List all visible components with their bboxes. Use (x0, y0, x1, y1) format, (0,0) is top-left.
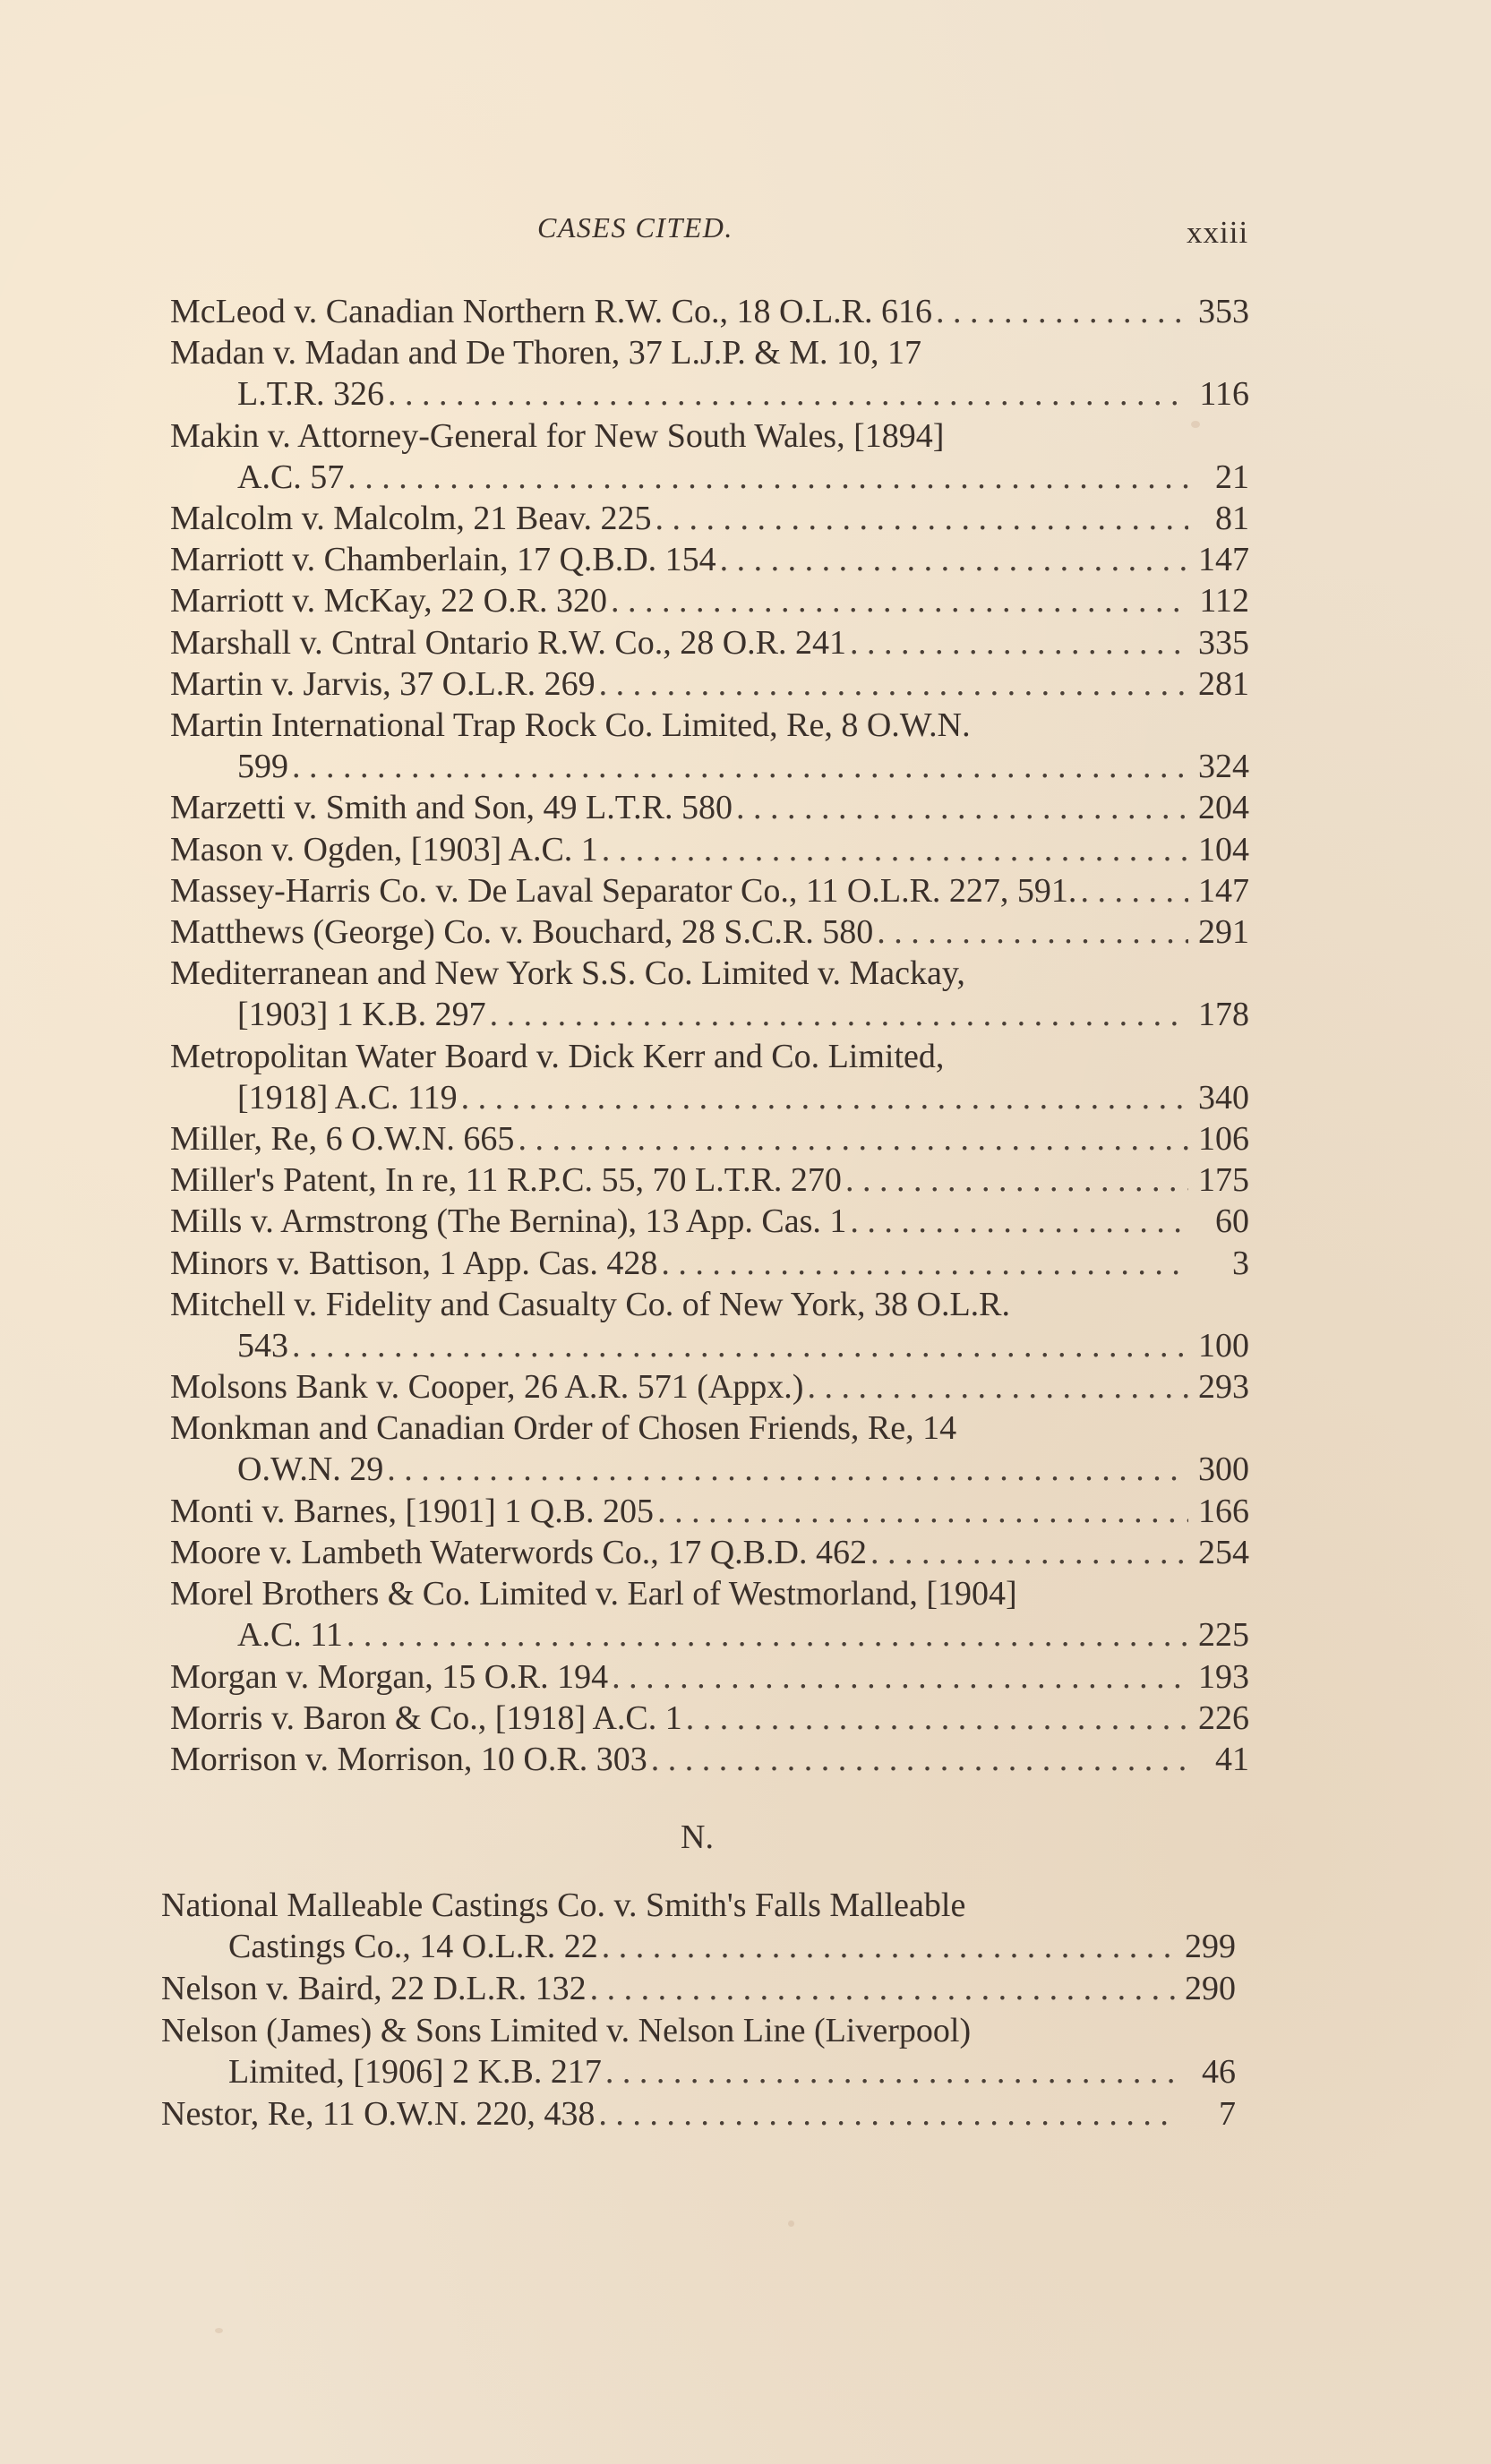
case-name-text: Mitchell v. Fidelity and Casualty Co. of New York, 38 O.L.R. (170, 1285, 1010, 1323)
page-reference: 3 (1232, 1244, 1249, 1282)
dot-leader (612, 1656, 1188, 1698)
dot-leader (599, 663, 1188, 705)
page-reference: 281 (1198, 664, 1249, 703)
case-citation-line (170, 539, 1249, 580)
case-citation-line (170, 1325, 1249, 1366)
page-reference: 291 (1198, 913, 1249, 951)
case-entry (170, 1243, 1249, 1284)
case-citation-line (170, 1449, 1249, 1490)
case-citation-line (170, 911, 1249, 953)
page-reference: 104 (1198, 830, 1249, 868)
page-reference: 106 (1198, 1120, 1249, 1158)
case-citation-line (170, 1532, 1249, 1573)
case-citation-text: Marzetti v. Smith and Son, 49 L.T.R. 580 (170, 789, 733, 827)
page-reference: 81 (1215, 500, 1249, 537)
case-citation-text: Matthews (George) Co. v. Bouchard, 28 S.C.R. 580 (170, 913, 874, 951)
case-entry (170, 1407, 1249, 1490)
page-reference: 226 (1198, 1698, 1249, 1737)
case-citation-line (170, 580, 1249, 621)
case-entry (170, 580, 1249, 621)
case-entry (170, 1036, 1249, 1118)
page-reference: 147 (1198, 541, 1249, 579)
case-name-line (170, 415, 1249, 457)
case-entry (170, 1118, 1249, 1159)
case-name-text: Monkman and Canadian Order of Chosen Friends, Re, 14 (170, 1409, 957, 1448)
case-entry (170, 663, 1249, 705)
dot-leader (461, 1077, 1188, 1118)
dot-leader (850, 1201, 1188, 1242)
case-citation-line (170, 291, 1249, 332)
case-entry (170, 705, 1249, 787)
case-entry (161, 2093, 1236, 2135)
case-entry (170, 332, 1249, 415)
page-reference: 166 (1198, 1492, 1249, 1530)
case-citation-line (170, 457, 1249, 498)
case-citation-text: Nestor, Re, 11 O.W.N. 220, 438 (161, 2094, 596, 2133)
case-entry (170, 539, 1249, 580)
case-entry (170, 1573, 1249, 1656)
case-name-line (170, 705, 1249, 746)
case-name-line (170, 953, 1249, 994)
dot-leader (292, 1325, 1188, 1366)
case-entry (170, 1284, 1249, 1366)
dot-leader (605, 2051, 1175, 2092)
case-entry (161, 1968, 1236, 2009)
case-citation-text: Nelson v. Baird, 22 D.L.R. 132 (161, 1970, 587, 2007)
dot-leader (347, 457, 1188, 498)
case-entry (170, 1159, 1249, 1201)
case-citation-text: A.C. 11 (237, 1616, 343, 1655)
page-reference: 225 (1198, 1616, 1249, 1655)
dot-leader (936, 291, 1188, 332)
dot-leader (686, 1698, 1188, 1739)
case-entry (161, 1885, 1236, 1967)
case-name-line (170, 1284, 1249, 1325)
dot-leader (347, 1614, 1188, 1656)
case-entry (170, 622, 1249, 663)
section-heading-n: N. (681, 1818, 714, 1856)
page-reference: 100 (1198, 1326, 1249, 1365)
page-reference: 335 (1198, 623, 1249, 662)
case-citation-text: Marriott v. McKay, 22 O.R. 320 (170, 582, 607, 620)
case-entry (170, 1739, 1249, 1780)
case-name-line (170, 332, 1249, 373)
case-citation-text: A.C. 57 (237, 458, 345, 496)
dot-leader (850, 622, 1188, 663)
case-citation-line (161, 2051, 1236, 2092)
case-citation-line (170, 829, 1249, 870)
case-name-text: Nelson (James) & Sons Limited v. Nelson Line (Liverpool) (161, 2011, 972, 2049)
case-name-text: Metropolitan Water Board v. Dick Kerr and Co. Limited, (170, 1037, 945, 1075)
page-reference: 147 (1198, 871, 1249, 910)
case-citation-text: Marshall v. Cntral Ontario R.W. Co., 28 O.R. 241 (170, 623, 847, 662)
page-reference: 7 (1219, 2094, 1236, 2133)
case-citation-line (170, 498, 1249, 539)
case-name-line (161, 2010, 1236, 2051)
page-reference: 290 (1185, 1970, 1236, 2007)
case-citation-line (170, 1201, 1249, 1242)
page-reference: 21 (1215, 458, 1249, 496)
dot-leader (877, 911, 1188, 953)
dot-leader (518, 1118, 1188, 1159)
case-citation-line (170, 1366, 1249, 1407)
dot-leader (590, 1968, 1175, 2009)
page-reference: 353 (1198, 293, 1249, 330)
case-citation-text: Monti v. Barnes, [1901] 1 Q.B. 205 (170, 1492, 655, 1530)
dot-leader (490, 994, 1188, 1035)
dot-leader (656, 498, 1188, 539)
case-citation-line (161, 1926, 1236, 1967)
page-reference: 41 (1215, 1741, 1249, 1778)
dot-leader (657, 1491, 1188, 1532)
case-citation-text: Martin v. Jarvis, 37 O.L.R. 269 (170, 664, 596, 703)
page-reference: 178 (1198, 996, 1249, 1034)
case-citation-text: Morrison v. Morrison, 10 O.R. 303 (170, 1741, 647, 1778)
case-citation-text: Marriott v. Chamberlain, 17 Q.B.D. 154 (170, 541, 716, 579)
case-name-text: Morel Brothers & Co. Limited v. Earl of Westmorland, [1904] (170, 1575, 1017, 1613)
page-reference: 324 (1198, 748, 1249, 785)
case-entry (170, 1532, 1249, 1573)
case-citation-line (170, 1118, 1249, 1159)
page-reference: 193 (1198, 1657, 1249, 1696)
case-entry (170, 498, 1249, 539)
case-citation-line (170, 1698, 1249, 1739)
paper-speck (215, 2328, 223, 2333)
dot-leader (1080, 870, 1188, 911)
case-citation-text: [1903] 1 K.B. 297 (237, 996, 486, 1034)
case-citation-text: Moore v. Lambeth Waterwords Co., 17 Q.B.D. 462 (170, 1534, 867, 1571)
case-name-text: National Malleable Castings Co. v. Smith's Falls Malleable (161, 1886, 966, 1924)
case-citation-text: Miller's Patent, In re, 11 R.P.C. 55, 70 L.T.R. 270 (170, 1161, 842, 1200)
case-citation-text: Minors v. Battison, 1 App. Cas. 428 (170, 1244, 658, 1282)
case-citation-text: Malcolm v. Malcolm, 21 Beav. 225 (170, 500, 652, 537)
case-citation-line (170, 746, 1249, 787)
case-citation-line (170, 373, 1249, 415)
page-reference: 60 (1215, 1202, 1249, 1241)
case-entry (170, 829, 1249, 870)
case-citation-text: Limited, [1906] 2 K.B. 217 (228, 2052, 602, 2091)
page-reference: 175 (1198, 1161, 1249, 1200)
dot-leader (292, 746, 1188, 787)
case-entry (170, 953, 1249, 1035)
case-name-text: Mediterranean and New York S.S. Co. Limited v. Mackay, (170, 954, 965, 993)
case-name-text: Martin International Trap Rock Co. Limited, Re, 8 O.W.N. (170, 706, 971, 744)
dot-leader (651, 1739, 1188, 1780)
case-citation-text: Castings Co., 14 O.L.R. 22 (228, 1928, 598, 1965)
case-citation-text: Massey-Harris Co. v. De Laval Separator Co., 11 O.L.R. 227, 591. (170, 871, 1077, 910)
dot-leader (388, 373, 1188, 415)
dot-leader (598, 2093, 1175, 2135)
page-reference: 340 (1198, 1078, 1249, 1116)
running-head-title: CASES CITED. (537, 211, 733, 244)
case-citation-line (170, 1243, 1249, 1284)
page-reference: 293 (1198, 1368, 1249, 1407)
case-citation-line (161, 1968, 1236, 2009)
case-citation-text: Miller, Re, 6 O.W.N. 665 (170, 1120, 515, 1158)
page-reference: 299 (1185, 1928, 1236, 1965)
case-citation-text: Morgan v. Morgan, 15 O.R. 194 (170, 1657, 609, 1696)
case-citation-line (170, 1656, 1249, 1698)
case-citation-text: Mills v. Armstrong (The Bernina), 13 App. Cas. 1 (170, 1202, 847, 1241)
case-entry (170, 1656, 1249, 1698)
page-reference: 46 (1202, 2052, 1236, 2091)
case-citation-line (170, 1159, 1249, 1201)
case-citation-line (170, 870, 1249, 911)
page-reference: 300 (1198, 1450, 1249, 1489)
dot-leader (845, 1159, 1188, 1201)
page-number: xxiii (1187, 215, 1249, 250)
case-citation-text: 599 (237, 748, 288, 785)
dot-leader (611, 580, 1188, 621)
case-entry (170, 1201, 1249, 1242)
case-citation-text: Mason v. Ogden, [1903] A.C. 1 (170, 830, 598, 868)
case-citation-text: L.T.R. 326 (237, 375, 384, 414)
case-entry (170, 1366, 1249, 1407)
page-reference: 254 (1198, 1534, 1249, 1571)
case-citation-line (170, 1739, 1249, 1780)
case-citation-text: Molsons Bank v. Cooper, 26 A.R. 571 (Appx.) (170, 1368, 804, 1407)
case-citation-line (161, 2093, 1236, 2135)
case-citation-text: McLeod v. Canadian Northern R.W. Co., 18 O.L.R. 616 (170, 293, 933, 330)
case-entry (170, 911, 1249, 953)
case-entry (170, 1698, 1249, 1739)
case-name-line (161, 1885, 1236, 1926)
case-citation-text: [1918] A.C. 119 (237, 1078, 458, 1116)
case-citation-line (170, 663, 1249, 705)
page-reference: 116 (1199, 375, 1249, 414)
dot-leader (807, 1366, 1188, 1407)
dot-leader (602, 1926, 1175, 1967)
dot-leader (736, 787, 1188, 828)
case-citation-line (170, 622, 1249, 663)
page-reference: 204 (1198, 789, 1249, 827)
dot-leader (387, 1449, 1188, 1490)
case-name-text: Madan v. Madan and De Thoren, 37 L.J.P. & M. 10, 17 (170, 334, 922, 372)
case-citation-text: Morris v. Baron & Co., [1918] A.C. 1 (170, 1698, 682, 1737)
dot-leader (870, 1532, 1188, 1573)
case-citation-text: O.W.N. 29 (237, 1450, 384, 1489)
case-name-text: Makin v. Attorney-General for New South Wales, [1894] (170, 416, 945, 455)
case-citation-line (170, 1614, 1249, 1656)
case-citation-text: 543 (237, 1326, 288, 1365)
dot-leader (720, 539, 1188, 580)
case-citation-line (170, 994, 1249, 1035)
case-name-line (170, 1573, 1249, 1614)
case-name-line (170, 1036, 1249, 1077)
case-entry (161, 2010, 1236, 2092)
case-entry (170, 787, 1249, 828)
dot-leader (602, 829, 1188, 870)
case-entry (170, 291, 1249, 332)
case-name-line (170, 1407, 1249, 1449)
case-entry (170, 415, 1249, 498)
case-entry (170, 870, 1249, 911)
paper-speck (788, 2220, 794, 2227)
case-citation-line (170, 1491, 1249, 1532)
case-citation-line (170, 1077, 1249, 1118)
dot-leader (661, 1243, 1188, 1284)
case-entry (170, 1491, 1249, 1532)
page-reference: 112 (1199, 582, 1249, 620)
case-citation-line (170, 787, 1249, 828)
